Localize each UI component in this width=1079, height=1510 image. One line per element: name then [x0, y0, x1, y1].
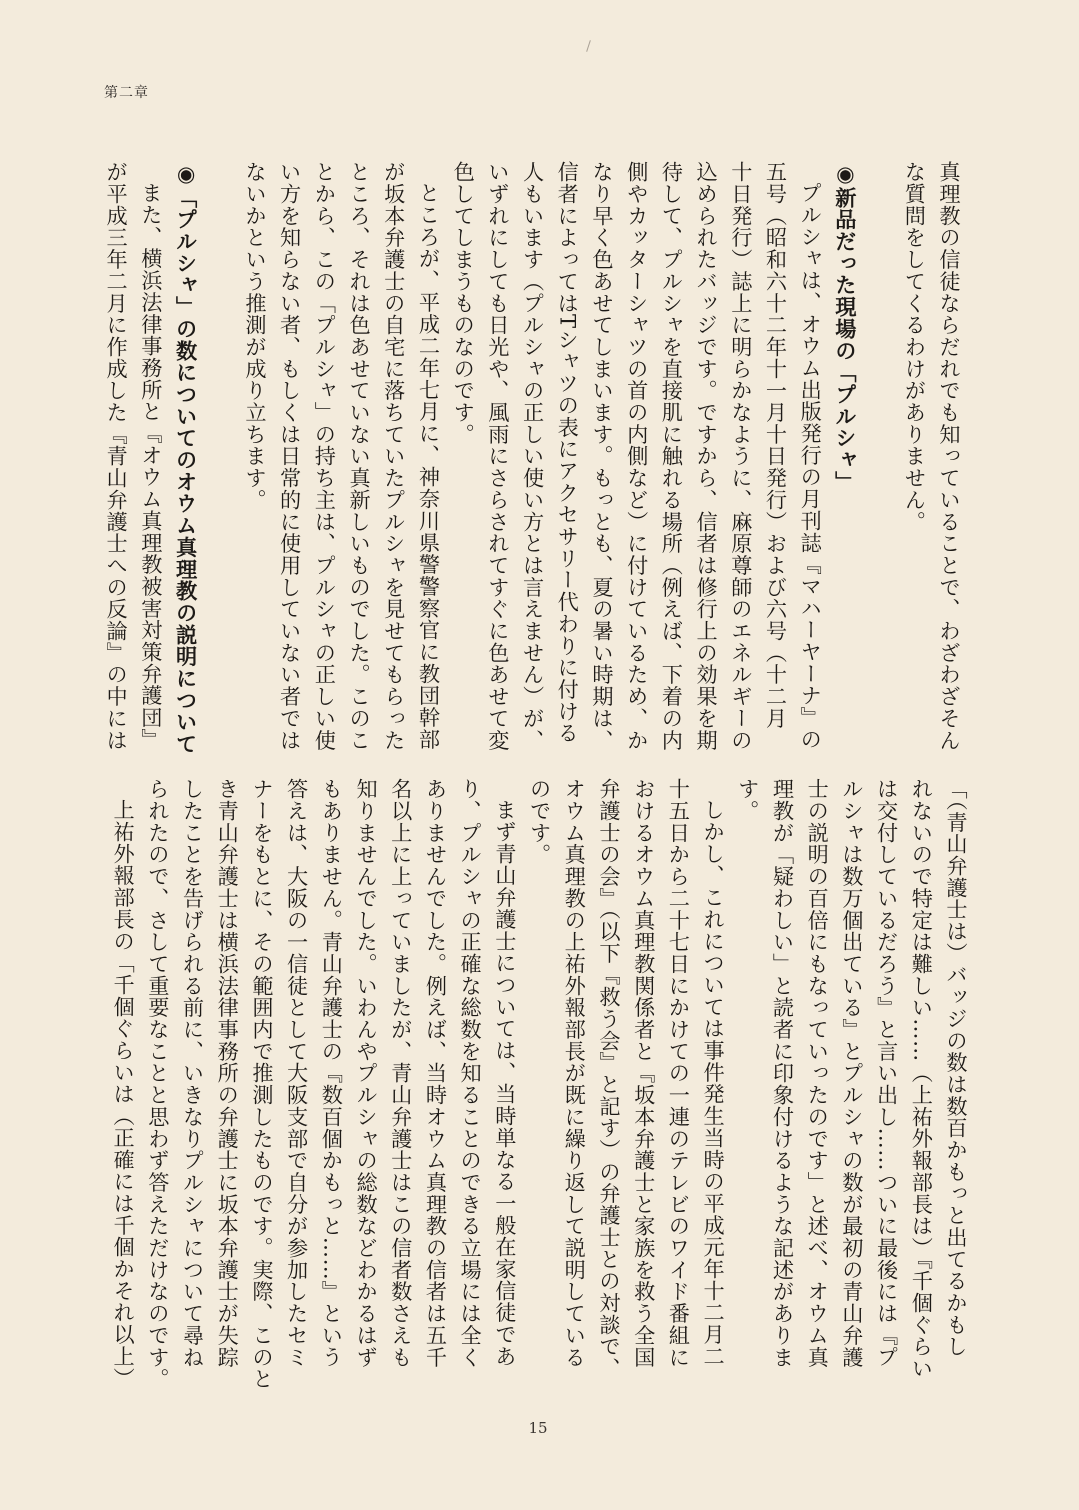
line-gap: [203, 161, 238, 721]
text-line: したことを告げられる前に、いきなりプルシャについて尋ね: [180, 778, 206, 1368]
text-line: 側やカッターシャツの首の内側など）に付けているため、か: [624, 161, 650, 751]
text-line: プルシャは、オウム出版発行の月刊誌『マハーヤーナ』の: [798, 182, 824, 751]
text-line: 待して、プルシャを直接肌に触れる場所（例えば、下着の内: [659, 161, 685, 751]
section-heading: ◉新品だった現場の「プルシャ」: [832, 161, 858, 493]
text-line: 五号（昭和六十二年十一月十日発行）および六号（十二月: [763, 161, 789, 730]
text-line: 知りませんでした。いわんやプルシャの総数などわかるはず: [354, 778, 380, 1368]
text-line: なり早く色あせてしまいます。もっとも、夏の暑い時期は、: [589, 161, 615, 751]
section-heading: ◉「プルシャ」の数についてのオウム真理教の説明について: [173, 161, 199, 755]
text-line: もありません。青山弁護士の『数百個かもっと……』という: [319, 778, 345, 1368]
text-block-lower: [105, 778, 973, 1390]
text-line: ないかという推測が成り立ちます。: [242, 161, 268, 511]
text-line: 色してしまうものなのです。: [451, 161, 477, 446]
text-line: 名以上に上っていましたが、青山弁護士はこの信者数さえも: [388, 778, 414, 1368]
text-line: き青山弁護士は横浜法律事務所の弁護士に坂本弁護士が失踪: [215, 778, 241, 1368]
text-line: 真理教の信徒ならだれでも知っていることで、わざわざそん: [937, 161, 962, 751]
text-line: 理教が「疑わしい」と読者に印象付けるような記述がありま: [770, 778, 796, 1368]
text-line: が坂本弁護士の自宅に落ちていたプルシャを見せてもらった: [381, 161, 407, 751]
text-line: 十五日から二十七日にかけての一連のテレビのワイド番組に: [666, 778, 692, 1368]
text-line: 士の説明の百倍にもなっていったのです」と述べ、オウム真: [805, 778, 831, 1368]
text-line: られたので、さして重要なことと思わず答えただけなのです。: [145, 778, 171, 1390]
text-line: まず青山弁護士については、当時単なる一般在家信徒であ: [492, 799, 518, 1368]
text-line: 十日発行）誌上に明らかなように、麻原尊師のエネルギーの: [728, 161, 754, 751]
text-line: 信者によってはTシャツの表にアクセサリー代わりに付ける: [555, 161, 581, 744]
text-line: す。: [735, 778, 761, 822]
text-line: オウム真理教の上祐外報部長が既に繰り返して説明している: [562, 778, 588, 1368]
text-line: 込められたバッジです。ですから、信者は修行上の効果を期: [694, 161, 720, 751]
text-line: ありませんでした。例えば、当時オウム真理教の信者は五千: [423, 778, 449, 1368]
paper-mark: [586, 40, 591, 52]
text-line: が平成三年二月に作成した『青山弁護士への反論』の中には: [104, 161, 130, 751]
text-line: り、プルシャの正確な総数を知ることのできる立場には全く: [458, 778, 484, 1368]
chapter-header: 第二章: [104, 85, 149, 101]
text-line: ルシャは数万個出ている』とプルシャの数が最初の青山弁護: [839, 778, 865, 1368]
text-line: い方を知らない者、もしくは日常的に使用していない者では: [277, 161, 303, 751]
text-line: ナーをもとに、その範囲内で推測したものです。実際、このと: [249, 778, 275, 1390]
text-line: また、横浜法律事務所と『オウム真理教被害対策弁護団』: [138, 182, 164, 751]
text-line: 上祐外報部長の「千個ぐらいは（正確には千個かそれ以上）: [111, 799, 137, 1389]
text-block-upper: [98, 161, 966, 755]
text-line: 人もいます（プルシャの正しい使い方とは言えません）が、: [520, 161, 546, 751]
text-line: しかし、これについては事件発生当時の平成元年十二月二: [701, 799, 727, 1368]
text-line: いずれにしても日光や、風雨にさらされてすぐに色あせて変: [485, 161, 511, 751]
line-gap: [862, 161, 897, 721]
text-line: は交付しているだろう』と言い出し……ついに最後には『プ: [874, 778, 900, 1368]
text-line: ところが、平成二年七月に、神奈川県警警察官に教団幹部: [416, 182, 442, 751]
text-line: のです。: [527, 778, 553, 866]
page-number: 15: [528, 1419, 548, 1437]
text-line: ところ、それは色あせていない真新しいものでした。このこ: [347, 161, 373, 751]
text-line: おけるオウム真理教関係者と『坂本弁護士と家族を救う全国: [631, 778, 657, 1368]
text-line: 弁護士の会』（以下『救う会』と記す）の弁護士との対談で、: [596, 778, 622, 1380]
text-line: 「（青山弁護士は）バッジの数は数百かもっと出てるかもし: [944, 778, 969, 1358]
text-line: 答えは、大阪の一信徒として大阪支部で自分が参加したセミ: [284, 778, 310, 1368]
text-line: な質問をしてくるわけがありません。: [902, 161, 928, 533]
text-line: とから、この「プルシャ」の持ち主は、プルシャの正しい使: [312, 161, 338, 751]
text-line: れないので特定は難しい……（上祐外報部長は）『千個ぐらい: [909, 778, 935, 1380]
